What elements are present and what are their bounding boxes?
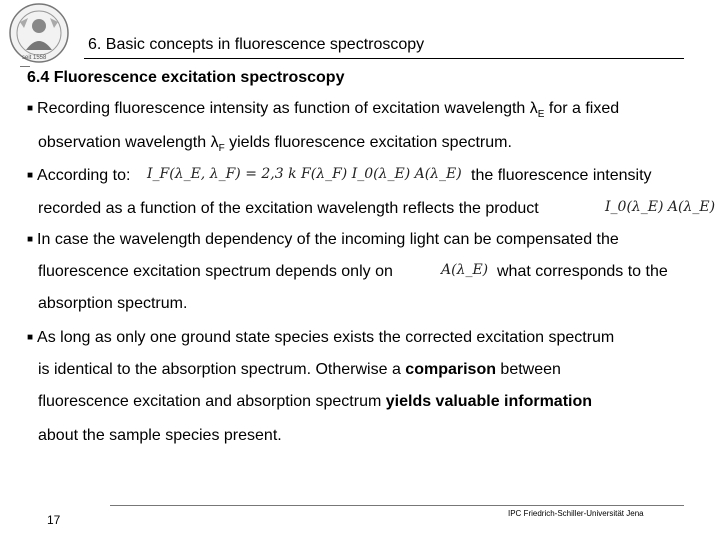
section-title: 6.4 Fluorescence excitation spectroscopy — [27, 69, 345, 86]
bullet-marker: ■ — [27, 170, 34, 181]
bullet1-line1: ■ Recording fluorescence intensity as function of excitation wavelength $\lambda_E$ for a fixed — [27, 100, 620, 121]
bullet3-line3: absorption spectrum. — [38, 295, 188, 312]
footer-institution: IPC Friedrich-Schiller-Universität Jena — [508, 509, 644, 518]
bullet4-line3: fluorescence excitation and absorption spectrum yields valuable information — [38, 393, 593, 410]
bullet2-line1-tail: the fluorescence intensity — [471, 167, 652, 184]
fluorescence-intensity-formula: I_F(λ_E, λ_F) = 2,3 k F(λ_F) I_0(λ_E) A(λ_E) — [147, 166, 462, 182]
bullet4-line2: is identical to the absorption spectrum. Otherwise a comparison between — [38, 361, 561, 378]
header-divider — [84, 58, 684, 59]
page-number: 17 — [47, 513, 61, 527]
footer-divider — [110, 505, 684, 506]
header-divider-short — [20, 66, 30, 67]
bullet3-line2-text: fluorescence excitation spectrum depends only on — [38, 263, 393, 280]
bullet4-line1: ■ As long as only one ground state species exists the corrected excitation spectrum — [27, 329, 615, 346]
bullet4-line4: about the sample species present. — [38, 427, 282, 444]
absorbance-formula: A(λ_E) — [441, 262, 489, 278]
logo-caption: seit 1558 — [22, 55, 47, 61]
bullet3-line1: ■ In case the wavelength dependency of the incoming light can be compensated the — [27, 231, 619, 248]
bullet3-line2-tail: what corresponds to the — [497, 263, 668, 280]
lambda-symbol: λ — [210, 134, 219, 151]
header-title: 6. Basic concepts in fluorescence spectroscopy — [88, 36, 425, 53]
bullet2-line2: recorded as a function of the excitation wavelength reflects the product — [38, 200, 539, 217]
bullet-marker: ■ — [27, 103, 34, 114]
bullet2-line1-text: ■ According to: — [27, 167, 131, 184]
lambda-symbol: λ — [529, 100, 538, 117]
product-formula: I_0(λ_E) A(λ_E) — [605, 199, 716, 215]
bullet1-line2: observation wavelength $\lambda_F$ yields fluorescence excitation spectrum. — [38, 134, 512, 155]
bullet-marker: ■ — [27, 332, 34, 343]
bullet-marker: ■ — [27, 234, 34, 245]
